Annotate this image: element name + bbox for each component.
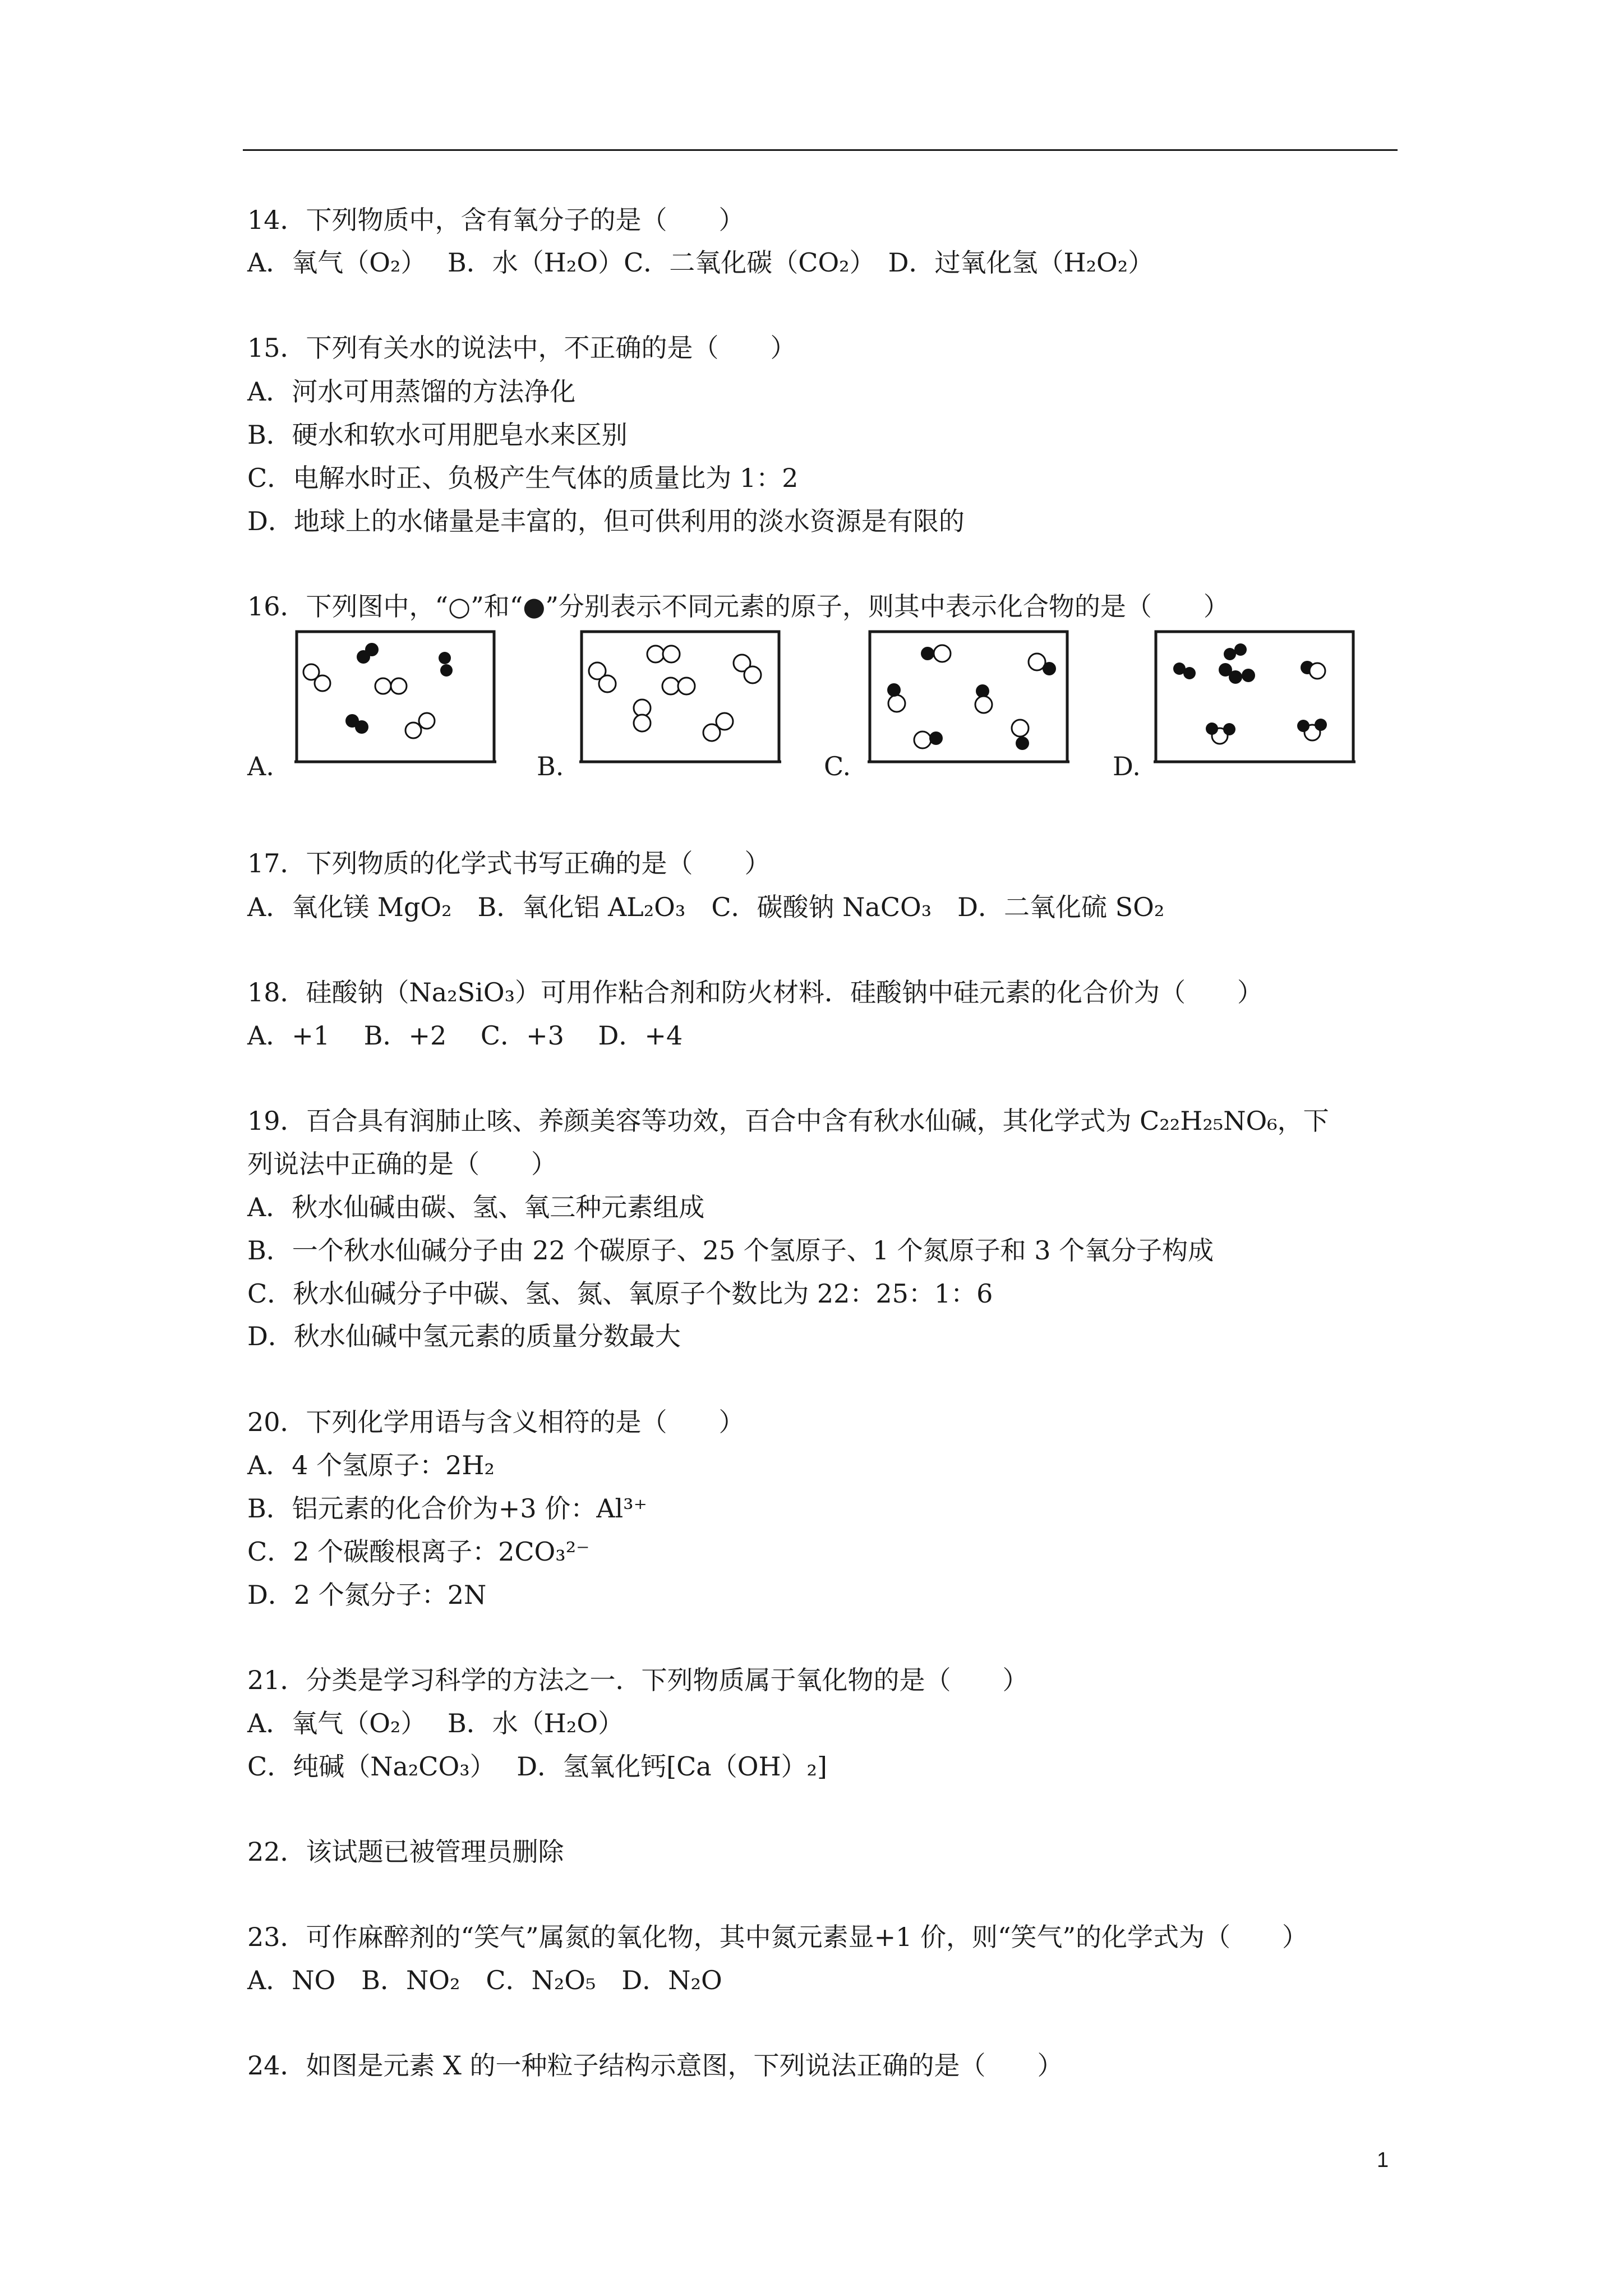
q16-figure-b <box>579 629 781 764</box>
q20-option-c: C．2 个碳酸根离子：2CO₃²⁻ <box>247 1536 590 1567</box>
q19-option-a: A．秋水仙碱由碳、氢、氧三种元素组成 <box>247 1192 705 1222</box>
header-rule <box>243 149 1398 151</box>
q16-label-a: A. <box>247 751 274 781</box>
q16-stem: 16．下列图中，“○”和“●”分别表示不同元素的原子，则其中表示化合物的是（ ） <box>247 591 1229 622</box>
q20-option-b: B．铝元素的化合价为+3 价：Al³⁺ <box>247 1493 647 1524</box>
q24-stem: 24．如图是元素 X 的一种粒子结构示意图，下列说法正确的是（ ） <box>247 2050 1063 2081</box>
q16-label-b: B. <box>537 751 564 781</box>
q19-option-d: D．秋水仙碱中氢元素的质量分数最大 <box>247 1321 681 1351</box>
q15-option-b: B．硬水和软水可用肥皂水来区别 <box>247 420 628 450</box>
q15-option-a: A．河水可用蒸馏的方法净化 <box>247 376 576 407</box>
q23-stem: 23．可作麻醉剂的“笑气”属氮的氧化物，其中氮元素显+1 价，则“笑气”的化学式为（ ） <box>247 1922 1308 1952</box>
q16-label-c: C. <box>824 751 851 781</box>
q18-options: A．+1 B．+2 C．+3 D．+4 <box>247 1020 683 1051</box>
page-number: 1 <box>1377 2148 1389 2172</box>
q16-figure-c <box>868 629 1069 764</box>
q19-stem-line2: 列说法中正确的是（ ） <box>247 1149 557 1179</box>
q15-option-d: D．地球上的水储量是丰富的，但可供利用的淡水资源是有限的 <box>247 506 965 536</box>
q20-stem: 20．下列化学用语与含义相符的是（ ） <box>247 1407 745 1437</box>
q21-options-cd: C．纯碱（Na₂CO₃） D．氢氧化钙[Ca（OH）₂] <box>247 1751 827 1782</box>
q19-option-c: C．秋水仙碱分子中碳、氢、氮、氧原子个数比为 22：25：1：6 <box>247 1278 993 1309</box>
q19-option-b: B．一个秋水仙碱分子由 22 个碳原子、25 个氢原子、1 个氮原子和 3 个氧分子构成 <box>247 1235 1214 1266</box>
q14-options: A．氧气（O₂） B．水（H₂O）C．二氧化碳（CO₂） D．过氧化氢（H₂O₂） <box>247 247 1154 278</box>
q16-figure-d <box>1154 629 1355 764</box>
q15-option-c: C．电解水时正、负极产生气体的质量比为 1：2 <box>247 463 799 493</box>
q22-stem: 22．该试题已被管理员删除 <box>247 1837 564 1867</box>
q17-options: A．氧化镁 MgO₂ B．氧化铝 AL₂O₃ C．碳酸钠 NaCO₃ D．二氧化硫 SO₂ <box>247 892 1165 922</box>
q18-stem: 18．硅酸钠（Na₂SiO₃）可用作粘合剂和防火材料．硅酸钠中硅元素的化合价为（ ） <box>247 977 1264 1007</box>
q16-figure-a <box>294 629 496 764</box>
q19-stem-line1: 19．百合具有润肺止咳、养颜美容等功效，百合中含有秋水仙碱，其化学式为 C₂₂H₂₅NO₆，下 <box>247 1106 1329 1136</box>
q14-stem: 14．下列物质中，含有氧分子的是（ ） <box>247 205 745 235</box>
q17-stem: 17．下列物质的化学式书写正确的是（ ） <box>247 848 771 878</box>
q20-option-a: A．4 个氢原子：2H₂ <box>247 1450 495 1480</box>
q15-stem: 15．下列有关水的说法中，不正确的是（ ） <box>247 333 796 363</box>
q23-options: A．NO B．NO₂ C．N₂O₅ D．N₂O <box>247 1965 722 1995</box>
q20-option-d: D．2 个氮分子：2N <box>247 1580 487 1610</box>
q21-options-ab: A．氧气（O₂） B．水（H₂O） <box>247 1708 624 1738</box>
q21-stem: 21．分类是学习科学的方法之一．下列物质属于氧化物的是（ ） <box>247 1665 1029 1695</box>
q16-label-d: D. <box>1113 751 1141 781</box>
